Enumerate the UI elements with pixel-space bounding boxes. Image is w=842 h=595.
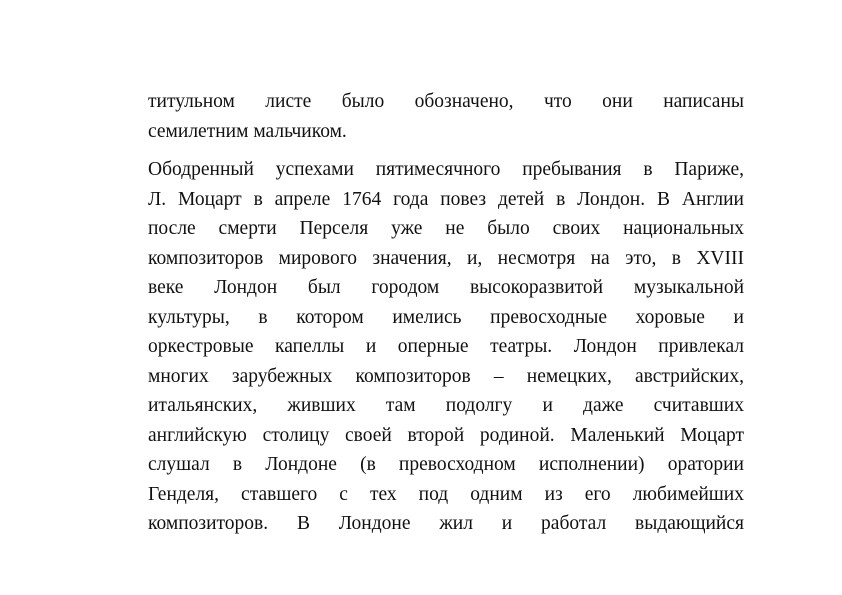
body-text	[148, 87, 744, 539]
text-line: титульном листе было обозначено, что они написаны	[148, 91, 744, 112]
paragraph-1	[148, 87, 744, 146]
text-line: культуры, в котором имелись превосходные хоровые и	[148, 306, 744, 328]
text-line: оркестровые капеллы и оперные театры. Лондон привлекал	[148, 336, 744, 357]
text-line: семилетним мальчиком.	[148, 120, 347, 142]
text-line: Л. Моцарт в апреле 1764 года повез детей в Лондон. В Англии	[148, 188, 744, 210]
text-line: итальянских, живших там подолгу и даже считавших	[148, 395, 744, 416]
text-line: после смерти Перселя уже не было своих национальных	[148, 218, 744, 239]
text-line: слушал в Лондоне (в превосходном исполнении) оратории	[148, 454, 744, 475]
text-line: английскую столицу своей второй родиной. Маленький Моцарт	[148, 424, 744, 446]
text-line: композиторов. В Лондоне жил и работал выдающийся	[148, 513, 744, 534]
paragraph-2	[148, 155, 744, 539]
text-line: веке Лондон был городом высокоразвитой музыкальной	[148, 277, 744, 298]
text-line: композиторов мирового значения, и, несмотря на это, в XVIII	[148, 247, 744, 269]
paragraph-spacing	[148, 146, 744, 155]
text-line: Ободренный успехами пятимесячного пребывания в Париже,	[148, 159, 744, 180]
text-line: Генделя, ставшего с тех под одним из его любимейших	[148, 483, 744, 505]
text-line: многих зарубежных композиторов – немецких, австрийских,	[148, 365, 744, 387]
